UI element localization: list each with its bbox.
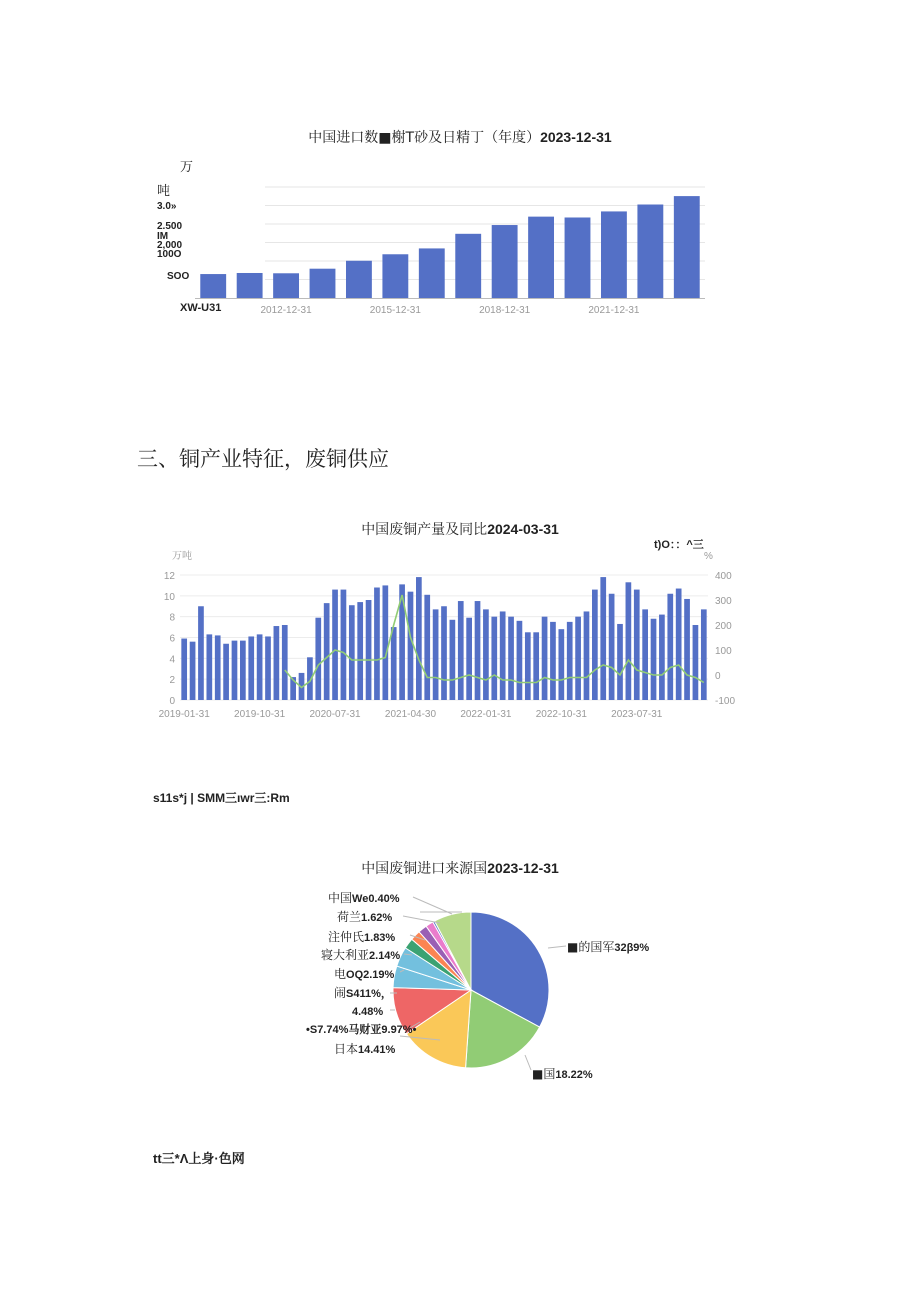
chart2-bar — [609, 594, 615, 700]
chart2-bar — [248, 636, 254, 700]
chart2-bar — [366, 600, 372, 700]
chart2-ytick-right: 0 — [715, 671, 721, 682]
chart1-first-xlabel: XW-U31 — [180, 302, 222, 314]
pie-label-5: 电OQ2.19% — [334, 967, 395, 981]
pie-leader-line — [403, 916, 440, 923]
pie-label-australia: 寝大利亚2.14% — [321, 948, 401, 962]
chart2-bar — [693, 625, 699, 700]
chart2-bar — [575, 617, 581, 700]
chart2-xtick-label: 2019-01-31 — [158, 709, 210, 720]
chart2-bar — [198, 606, 204, 700]
chart3-title-text: 中国废铜进口来源国 — [361, 861, 488, 877]
chart2-bar — [382, 585, 388, 700]
chart2-bar — [500, 611, 506, 700]
chart2-bar — [659, 615, 665, 700]
chart2-bar — [634, 590, 640, 700]
chart1-bar — [200, 274, 226, 298]
chart2-bar — [274, 626, 280, 700]
chart3-title-date: 2023-12-31 — [487, 860, 559, 876]
pie-label-bottom: ■国18.22% — [532, 1067, 593, 1081]
chart2-xtick-label: 2020-07-31 — [309, 709, 361, 720]
chart2-ytick-left: 12 — [163, 571, 175, 582]
chart2-ytick-right: 400 — [715, 571, 732, 582]
chart2-bar — [508, 617, 514, 700]
chart2-bar — [206, 634, 212, 700]
chart2-ytick-left: 0 — [169, 696, 175, 707]
chart1-ylabel-1: 2.500 — [157, 221, 183, 232]
chart2-ytick-left: 10 — [163, 591, 175, 603]
chart2-bar — [424, 595, 430, 700]
chart1-bar — [310, 269, 336, 298]
chart2-title-date: 2024-03-31 — [487, 521, 559, 537]
chart2-bar — [433, 609, 439, 700]
chart2-ytick-left: 6 — [169, 633, 175, 645]
chart2-bar — [491, 617, 497, 700]
chart2-bar — [341, 590, 347, 700]
pie-leader-line — [413, 897, 452, 914]
section-heading: 三、铜产业特征，废铜供应 — [137, 447, 389, 471]
chart1-unit-1: 万 — [180, 160, 194, 175]
chart1-bar — [237, 273, 263, 298]
chart3-plot — [0, 870, 920, 1080]
chart2-xtick-label: 2021-04-30 — [384, 709, 437, 720]
pie-leader-line — [525, 1055, 531, 1070]
chart2-bar — [676, 589, 682, 700]
chart2-bar — [282, 625, 288, 700]
chart2-bar — [517, 621, 523, 700]
pie-label-china: 中国We0.40% — [328, 891, 400, 905]
chart2-bar — [450, 620, 456, 700]
pie-label-japan: 日本14.41% — [334, 1042, 396, 1056]
source-note-1: s11s*j | SMM三ıwr三:Rm — [153, 791, 290, 805]
chart2-ytick-right: 200 — [715, 621, 732, 632]
chart2-bar — [458, 601, 464, 700]
chart2-bar — [558, 629, 564, 700]
chart2-bar — [475, 601, 481, 700]
chart1-bar — [419, 248, 445, 298]
chart1-ylabel-2: IM — [157, 231, 169, 242]
chart1-xtick-label: 2015-12-31 — [369, 305, 421, 316]
chart2-bar — [642, 609, 648, 700]
chart2-bar — [257, 634, 263, 700]
chart2-plot — [0, 540, 920, 730]
chart2-bar — [315, 618, 321, 700]
chart2-bar — [651, 619, 657, 700]
chart1-bar — [273, 273, 299, 298]
chart2-bar — [701, 609, 707, 700]
chart2-bar — [391, 627, 397, 700]
chart2-bar — [684, 599, 690, 700]
pie-label-6: 闹S411%， — [334, 986, 392, 1000]
chart2-bar — [617, 624, 623, 700]
chart1-bar — [528, 217, 554, 298]
chart2-ytick-right: 100 — [715, 646, 732, 657]
chart2-ytick-left: 4 — [169, 654, 175, 666]
chart2-bar — [584, 611, 590, 700]
chart1-bar — [492, 225, 518, 298]
chart1-bar — [637, 205, 663, 298]
chart1-bar — [455, 234, 481, 298]
chart2-bar — [525, 632, 531, 700]
chart2-ytick-left: 8 — [169, 612, 175, 624]
chart2-bar — [349, 605, 355, 700]
chart2-bar — [324, 603, 330, 700]
chart1-xtick-label: 2012-12-31 — [260, 305, 312, 316]
chart2-bar — [408, 592, 414, 700]
chart1-title-date: 2023-12-31 — [540, 129, 612, 145]
pie-label-netherlands: 荷兰1.62% — [337, 910, 393, 924]
chart2-bar — [190, 642, 196, 700]
chart2-bar — [533, 632, 539, 700]
chart1-bar — [565, 217, 591, 298]
pie-label-3: 注仲氏1.83% — [328, 930, 396, 944]
chart2-left-unit: 万吨 — [172, 551, 192, 562]
chart2-legend: t)O：：^三 — [654, 539, 704, 551]
chart2-xtick-label: 2022-01-31 — [460, 709, 512, 720]
chart2-bar — [232, 641, 238, 700]
pie-label-malaysia: •S7.74%马财亚9.97%• — [306, 1024, 417, 1036]
chart1-ylabel-0: 3.0» — [157, 201, 177, 212]
chart2-title — [0, 519, 920, 539]
chart2-bar — [332, 590, 338, 700]
chart1-bar — [382, 254, 408, 298]
chart2-bar — [181, 639, 187, 700]
chart2-xtick-label: 2022-10-31 — [535, 709, 587, 720]
chart1-plot — [0, 0, 920, 330]
chart2-bar — [592, 590, 598, 700]
chart2-bar — [240, 641, 246, 700]
chart2-bar — [567, 622, 573, 700]
chart1-title-text: 中国进口数■榭T砂及日精丁（年度） — [308, 130, 541, 146]
chart2-bar — [626, 582, 632, 700]
chart2-bar — [542, 617, 548, 700]
source-note-2: tt三*Λ上身·色网 — [153, 1151, 245, 1166]
pie-label-7: 4.48% — [352, 1006, 384, 1018]
chart2-bar — [483, 609, 489, 700]
chart2-bar — [223, 644, 229, 700]
chart1-ylabel-4: 100O — [157, 249, 182, 260]
chart2-bar — [600, 577, 606, 700]
chart1-bar — [346, 261, 372, 298]
chart2-bar — [265, 636, 271, 700]
chart1-unit-2: 吨 — [157, 184, 171, 199]
chart2-bar — [357, 602, 363, 700]
chart2-xtick-label: 2019-10-31 — [234, 709, 286, 720]
chart2-bar — [550, 622, 556, 700]
chart1-xtick-label: 2021-12-31 — [588, 305, 640, 316]
chart2-ytick-right: -100 — [715, 696, 736, 707]
chart2-bar — [416, 577, 422, 700]
chart2-bar — [441, 606, 447, 700]
chart2-bar — [466, 618, 472, 700]
chart1-xtick-label: 2018-12-31 — [479, 305, 531, 316]
chart2-right-unit: % — [704, 551, 713, 562]
chart1-ylabel-3: 2,000 — [157, 240, 183, 251]
chart2-bar — [667, 594, 673, 700]
pie-leader-line — [548, 946, 566, 948]
chart2-ytick-right: 300 — [715, 596, 732, 607]
chart2-xtick-label: 2023-07-31 — [611, 709, 663, 720]
chart2-title-text: 中国废铜产量及同比 — [361, 522, 488, 538]
chart1-bar — [674, 196, 700, 298]
pie-label-top: ■的国军32β9% — [567, 940, 650, 954]
chart2-ytick-left: 2 — [169, 675, 175, 687]
chart2-bar — [374, 588, 380, 701]
chart1-ylabel-5: SOO — [167, 271, 190, 282]
chart2-bar — [215, 635, 221, 700]
chart1-bar — [601, 211, 627, 298]
